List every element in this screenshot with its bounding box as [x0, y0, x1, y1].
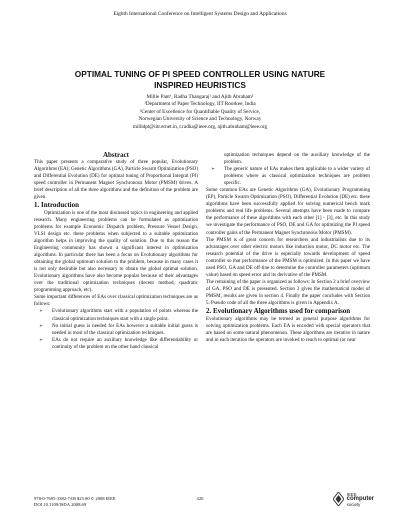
logo-ieee-text: IEEE	[346, 492, 357, 497]
page-number: 420	[196, 495, 204, 501]
intro-paragraph-1: Optimization is one of the most discussed topics in engineering and applied research. Many engineering problems can be formulated as optimization problems for example Economic Dispatch problem, Pressure Vessel Design, VLSI design etc. these problems when subjected to a suitable optimization algorithm helps in improving the quality of solution. Due to this reason the Engineering community has shown a significant interest in optimization algorithms. In particular there has been a focus on Evolutionary algorithms for obtaining the global optimum solution to the problem, because in many cases it is not only desirable but also necessary to obtain the global optimal solution. Evolutionary algorithms have also become popular because of their advantages over the traditional optimization techniques (decent method, quadratic programming approach, etc).	[34, 209, 198, 294]
conference-header: Eighth International Conference on Intelligent Systems Design and Applications	[113, 11, 287, 17]
logo-society-text: society	[346, 502, 361, 507]
differences-list	[34, 308, 198, 350]
bullet-continuation: optimization techniques depend on the auxiliary knowledge of the problem.	[224, 152, 370, 166]
left-column	[34, 152, 198, 351]
right-paragraph-1: Some common EAs are Genetic Algorithms (GA), Evolutionary Programming (EP), Particle Swarm Optimization (PSO), Differential Evolution (DE) etc. these algorithms have been successfully applied for solving numerical bench mark problems and real life problems. Several attempts have been made to compare the performance of these algorithms with each other [1] - [3], etc. In this study we investigate the performance of PSO, DE and GA for optimizing the PI speed controller gains of the Permanent Magnet Synchronous Motor (PMSM).	[206, 187, 370, 236]
affiliation-1: ¹Department of Paper Technology, IIT Roorkee, India	[144, 101, 256, 108]
affiliation-2: ²Center of Excellence for Quantifiable Quality of Service,	[139, 108, 261, 115]
abstract-heading: Abstract	[102, 151, 130, 159]
affiliation-3: Norwegian University of Science and Technology, Norway	[138, 116, 262, 123]
abstract-text: This paper presents a comparative study of three popular, Evolutionary Algorithms (EA); Genetic Algorithms (GA), Particle Swarm Optimization (PSO) and Differential Evolution (DE) for optimal tuning of Proportional Integral (PI) speed controller in Permanent Magnet Synchronous Motor (PMSM) drives. A brief description of all the three algorithms and the definition of the problem are given.	[34, 159, 198, 201]
section-2-heading: 2. Evolutionary Algorithms used for comparison	[206, 307, 351, 316]
list-item: ➢ No initial guess is needed for EAs however a suitable initial guess is needed in most of the classical optimization techniques.	[34, 323, 198, 337]
list-item: ➢ Evolutionary algorithms start with a population of points whereas the classical optimization techniques start with a single point.	[34, 308, 198, 322]
intro-paragraph-2: Some important differences of EAs over classical optimization techniques are as follows:	[34, 294, 198, 308]
ieee-diamond-icon	[333, 492, 344, 506]
author-emails: millidpt@iitr.ernet.in, t.radha@ieee.org, ajith.abraham@ieee.org	[132, 123, 268, 130]
list-item: ➢ EAs do not require an auxiliary knowledge like differentiability or continuity of the problem on the other hand classical	[34, 337, 198, 351]
right-column	[206, 152, 370, 344]
logo-computer-text: computer	[346, 496, 374, 502]
computer-society-logo	[347, 492, 374, 507]
title-line-2: INSPIRED HEURISTICS	[154, 79, 246, 90]
right-paragraph-2: The PMSM is of great concern for researchers and industrialists due to its advantages over other electric motors like induction motor, DC motor etc. The research potential of the drive is especially towards development of speed controller so that performance of the PMSM is optimized. In this paper we have used PSO, GA and DE off-line to determine the controller parameters (optimum value) based on speed error and its derivative of the PMSM.	[206, 236, 370, 278]
list-item: ➢ The generic nature of EAs makes them applicable to a wider variety of problems where as classical optimization techniques are problem specific.	[206, 166, 370, 187]
paper-title	[40, 69, 360, 90]
author-names: Millie Pant¹, Radha Thangaraj¹ and Ajith Abraham²	[146, 94, 254, 100]
author-block	[0, 94, 400, 131]
title-line-1: OPTIMAL TUNING OF PI SPEED CONTROLLER USING NATURE	[74, 69, 326, 79]
intro-heading: 1. Introduction	[34, 201, 79, 210]
right-paragraph-3: The remaining of the paper is organized as follows: In Section 2 a brief overview of GA, PSO and DE is presented. Section 3 gives the mathematical model of PMSM, results are given in section 4. Finally the paper concludes with Section 5. Pseudo code of all the three algorithms is given in Appendix A.	[206, 278, 370, 306]
differences-list-continued	[206, 166, 370, 187]
copyright-line: 978-0-7695-3382-7/08 $25.00 © 2008 IEEE	[34, 495, 116, 501]
section-2-paragraph: Evolutionary algorithms may be termed as general purpose algorithms for solving optimization problems. Each EA is encoded with special operators that are based on some natural phenomenon. These algorithms are iterative in nature and in each iteration the operators are invoked to reach to optimal (or near	[206, 315, 370, 343]
doi-line: DOI 10.1109/ISDA.2008.69	[34, 501, 87, 507]
